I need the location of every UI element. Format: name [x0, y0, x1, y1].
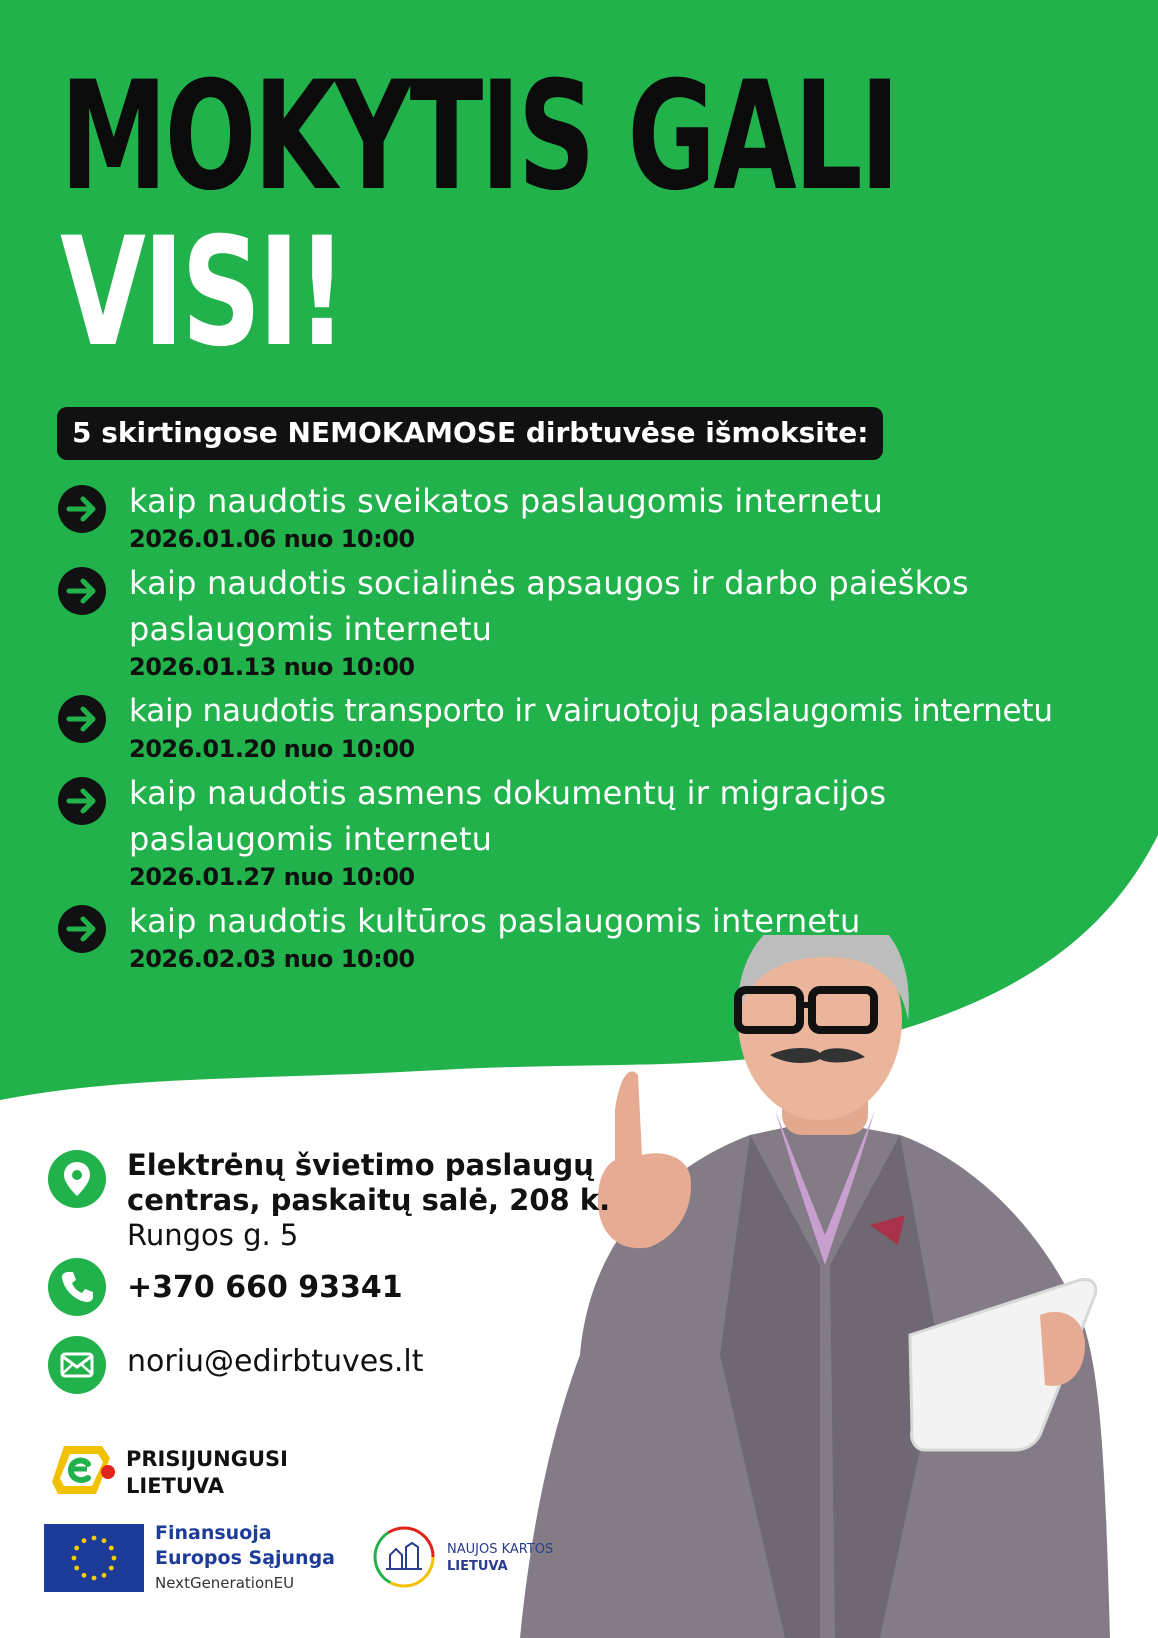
workshop-item	[57, 770, 1147, 892]
eu-flag-icon	[44, 1524, 144, 1592]
workshop-date: 2026.02.03 nuo 10:00	[129, 945, 415, 973]
intro-banner: 5 skirtingose NEMOKAMOSE dirbtuvėse išmoksite:	[57, 407, 883, 460]
workshop-item	[57, 688, 1147, 764]
workshop-title: kaip naudotis sveikatos paslaugomis internetu	[129, 482, 883, 520]
workshop-item	[57, 478, 1147, 554]
arrow-right-circle-icon	[57, 694, 107, 744]
prisijungusi-line-1: PRISIJUNGUSI	[126, 1447, 288, 1471]
eu-line-2: Europos Sąjunga	[155, 1547, 335, 1569]
headline-line-1: MOKYTIS GALI	[60, 50, 898, 224]
envelope-icon	[48, 1336, 106, 1394]
address-line-2: centras, paskaitų salė, 208 k.	[127, 1183, 611, 1217]
workshop-date: 2026.01.06 nuo 10:00	[129, 525, 415, 553]
eu-line-3: NextGenerationEU	[155, 1574, 295, 1592]
headline-line-2: VISI!	[60, 206, 345, 380]
arrow-right-circle-icon	[57, 776, 107, 826]
nkl-line-1: NAUJOS KARTOS	[447, 1542, 554, 1557]
arrow-right-circle-icon	[57, 566, 107, 616]
contact-email	[48, 1336, 608, 1396]
phone-icon	[48, 1258, 106, 1316]
arrow-right-circle-icon	[57, 484, 107, 534]
phone-number[interactable]: +370 660 93341	[127, 1270, 403, 1305]
workshop-title: kaip naudotis transporto ir vairuotojų paslaugomis internetu	[129, 693, 1053, 729]
workshop-date: 2026.01.13 nuo 10:00	[129, 653, 415, 681]
nkl-line-2: LIETUVA	[447, 1559, 508, 1574]
eu-funding-text	[155, 1521, 335, 1596]
workshop-title: kaip naudotis asmens dokumentų ir migracijos paslaugomis internetu	[129, 774, 887, 858]
presenter-photo	[520, 935, 1158, 1638]
prisijungusi-lietuva-logo-mark	[50, 1438, 118, 1502]
location-pin-icon	[48, 1150, 106, 1208]
naujos-kartos-lietuva-logo-mark	[372, 1525, 436, 1589]
address-street: Rungos g. 5	[127, 1218, 299, 1252]
arrow-right-circle-icon	[57, 904, 107, 954]
email-address[interactable]: noriu@edirbtuves.lt	[127, 1344, 424, 1379]
workshop-title: kaip naudotis kultūros paslaugomis internetu	[129, 902, 861, 940]
workshop-date: 2026.01.27 nuo 10:00	[129, 863, 415, 891]
workshop-title: kaip naudotis socialinės apsaugos ir darbo paieškos paslaugomis internetu	[129, 564, 969, 648]
contact-phone	[48, 1258, 608, 1318]
prisijungusi-line-2: LIETUVA	[126, 1474, 224, 1498]
eu-line-1: Finansuoja	[155, 1522, 272, 1544]
naujos-kartos-text	[447, 1541, 553, 1575]
workshop-date: 2026.01.20 nuo 10:00	[129, 735, 415, 763]
address-line-1: Elektrėnų švietimo paslaugų	[127, 1148, 594, 1182]
workshop-item	[57, 560, 1147, 682]
workshop-list	[57, 478, 1147, 980]
